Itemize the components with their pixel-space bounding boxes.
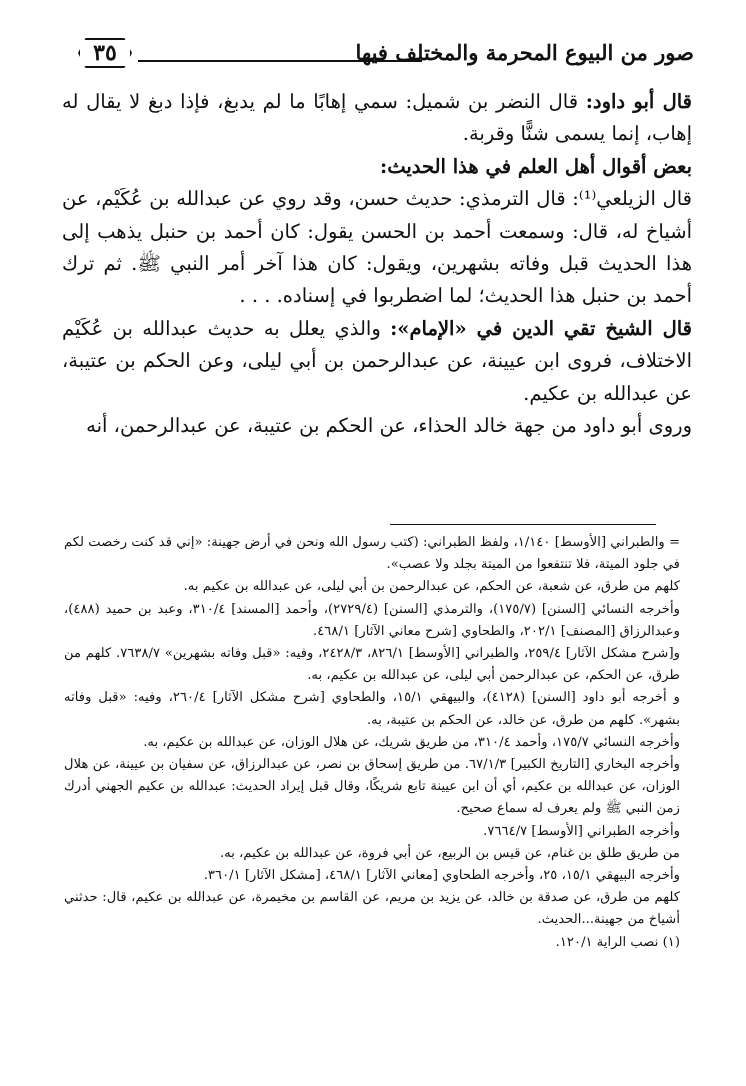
footnote-line: وأخرجه البخاري [التاريخ الكبير] ٦٧/١/٣. من طريق إسحاق بن نصر، عن عبدالرزاق، عن سفيان بن عيينة، عن هلال الوزان، عن عبدالله بن عكيم، أي أن ابن عيينة تابع شريكًا، وقال قبل إيراد الحديث: عبدالله بن عكيم الجهني أدرك زمن النبي ﷺ ولم يعرف له سماع صحيح.	[64, 757, 680, 817]
footnote-line: كلهم من طرق، عن شعبة، عن الحكم، عن عبدالرحمن بن أبي ليلى، عن عبدالله بن عكيم به.	[183, 579, 680, 595]
paragraph-abu-dawud	[62, 86, 692, 151]
paragraph-text: والذي يعلل به حديث عبدالله بن عُكَيْم الاختلاف، فروى ابن عيينة، عن عبدالرحمن بن أبي ليلى، وعن الحكم بن عتيبة، عن عبدالله بن عكيم.	[62, 316, 692, 405]
footnotes	[64, 532, 680, 954]
running-title: صور من البيوع المحرمة والمختلف فيها	[355, 40, 694, 65]
footnote-line: و أخرجه أبو داود [السنن] (٤١٢٨)، والبيهقي ١٥/١، والطحاوي [شرح مشكل الآثار] ٢٦٠/٤، وفيه: «قبل وفاته بشهر». كلهم من طرق، عن خالد، عن الحكم بن عتيبة، به.	[64, 690, 680, 728]
main-text	[62, 86, 692, 442]
footnote-line: و[شرح مشكل الآثار] ٢٥٩/٤، والطبراني [الأوسط] ٨٢٦/١، ٢٤٢٨/٣، وفيه: «قبل وفاته بشهرين» ٧٦٣٨/٧. كلهم من طرق، عن الحكم، عن عبدالرحمن أبي ليلى، عن عبدالله بن عكيم، به.	[64, 646, 680, 684]
footnote-reference: (١) نصب الراية ١٢٠/١.	[555, 934, 680, 950]
page-number-text: ٣٥	[93, 40, 117, 66]
paragraph-lead: قال الشيخ تقي الدين في «الإمام»:	[390, 316, 693, 340]
page-header	[78, 34, 694, 76]
paragraph-zaylai: قال الزيلعي⁽¹⁾: قال الترمذي: حديث حسن، وقد روي عن عبدالله بن عُكَيْم، عن أشياخ له، قال: وسمعت أحمد بن الحسن يقول: كان أحمد بن حنبل يذهب إلى هذا الحديث قبل وفاته بشهرين، ويقول: كان هذا آخر أمر النبي ﷺ. ثم ترك أحمد بن حنبل هذا الحديث؛ لما اضطربوا في إسناده. . . .	[62, 187, 692, 308]
paragraph-lead: قال أبو داود:	[585, 90, 692, 113]
footnote-line: وأخرجه النسائي [السنن] (١٧٥/٧)، والترمذي [السنن] (٢٧٢٩/٤)، وأحمد [المسند] ٣١٠/٤، وعبد بن حميد (٤٨٨)، وعبدالرزاق [المصنف] ٢٠٢/١، والطحاوي [شرح معاني الآثار] ٤٦٨/١.	[64, 601, 680, 639]
paragraph-text: قال النضر بن شميل: سمي إهابًا ما لم يدبغ، فإذا دبغ لا يقال له إهاب، إنما يسمى شنًّا وقربة.	[62, 90, 692, 146]
footnote-line: وأخرجه الطبراني [الأوسط] ٧٦٦٤/٧.	[483, 823, 680, 839]
footnote-line: وأخرجه البيهقي ١٥/١، ٢٥، وأخرجه الطحاوي [معاني الآثار] ٤٦٨/١، [مشكل الآثار] ٣٦٠/١.	[203, 868, 680, 884]
footnote-line: = والطبراني [الأوسط] ١/١٤٠، ولفظ الطبراني: (كتب رسول الله ونحن في أرض جهينة: «إني قد كنت رخصت لكم في جلود الميتة، فلا تنتفعوا من الميتة بجلد ولا عصب».	[64, 535, 680, 573]
section-heading: بعض أقوال أهل العلم في هذا الحديث:	[380, 154, 692, 178]
page-number	[78, 38, 132, 68]
footnote-line: كلهم من طرق، عن صدقة بن خالد، عن يزيد بن مريم، عن القاسم بن مخيمرة، عن عبدالله بن عكيم، قال: حدثني أشياخ من جهينة...الحديث.	[64, 890, 680, 928]
footnote-separator	[390, 524, 656, 525]
footnote-line: وأخرجه النسائي ١٧٥/٧، وأحمد ٣١٠/٤، من طريق شريك، عن هلال الوزان، عن عبدالله بن عكيم، به.	[143, 734, 680, 750]
footnote-line: من طريق طلق بن غنام، عن قيس بن الربيع، عن أبي فروة، عن عبدالله بن عكيم، به.	[219, 845, 680, 861]
paragraph-taqi-al-din	[62, 313, 692, 410]
paragraph-abu-dawud-narration: وروى أبو داود من جهة خالد الحذاء، عن الحكم بن عتيبة، عن عبدالرحمن، أنه	[86, 414, 692, 438]
